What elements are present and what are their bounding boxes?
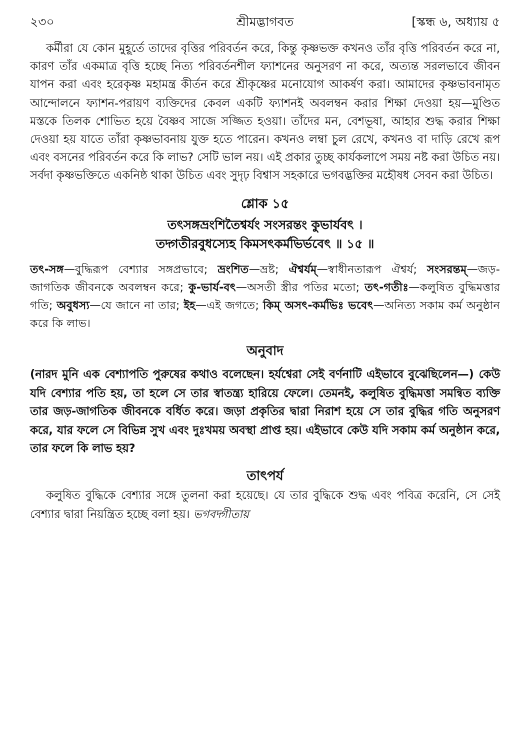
- synonym-meaning: —ভ্রষ্ট;: [248, 262, 289, 276]
- synonym-word: তৎ-সঙ্গ: [30, 262, 64, 276]
- page-header: [30, 14, 500, 34]
- synonym-meaning: —কলুষিত বুদ্ধিমত্তার গতি;: [30, 280, 500, 313]
- synonym-word: ভ্রংশিত: [217, 262, 249, 276]
- synonym-word: কিম্ অসৎ-কর্মভিঃ ভবেৎ: [262, 299, 374, 313]
- purport-text: কলুষিত বুদ্ধিকে বেশ্যার সঙ্গে তুলনা করা হয়েছে। যে তার বুদ্ধিকে শুদ্ধ এবং পবিত্র করেনি, সে সেই বেশ্যার দ্বারা নিয়ন্ত্রিত হচ্ছে বলা হয়।: [30, 489, 500, 521]
- purport-title: তাৎপর্য: [246, 469, 284, 485]
- book-page: [30, 14, 500, 524]
- synonym-word: তৎ-গতীঃ: [364, 280, 409, 294]
- synonym-meaning: —অসতী স্ত্রীর পতির মতো;: [235, 280, 365, 294]
- synonym-word: কু-ভার্য-বৎ: [188, 280, 236, 294]
- verse-line-1: তৎসঙ্গভ্রংশিতৈশ্বর্যং সংসরন্তং কুভার্যবৎ ।: [167, 216, 363, 232]
- running-title: শ্রীমদ্ভাগবত: [236, 14, 294, 29]
- synonym-meaning: —যে জানে না তার;: [89, 299, 184, 313]
- synonym-word: ইহ: [183, 299, 196, 313]
- verse-title: শ্লোক ১৫: [240, 196, 290, 212]
- synonym-word: ঐশ্বর্যম্: [288, 262, 317, 276]
- synonym-word: অবুধস্য: [56, 299, 90, 313]
- synonym-meaning: —স্বাধীনতারূপ ঐশ্বর্য;: [316, 262, 428, 276]
- purport-book-ref: ভগবদ্গীতায়: [193, 507, 250, 521]
- synonym-meaning: —জড়-জাগতিক জীবনকে অবলম্বন করে;: [30, 262, 500, 294]
- synonym-meaning: —এই জগতে;: [195, 299, 263, 313]
- synonym-word: সংসরন্তম্: [427, 262, 467, 276]
- translation-title: অনুবাদ: [246, 344, 284, 360]
- synonyms-paragraph: [30, 261, 500, 334]
- page-number: ২৩০: [30, 14, 55, 29]
- intro-paragraph: কর্মীরা যে কোন মুহূর্তে তাদের বৃত্তির পরিবর্তন করে, কিন্তু কৃষ্ণভক্ত কখনও তাঁর বৃত্তি পরিবর্তন করে না, কারণ তাঁর একমাত্র বৃত্তি হচ্ছে নিত্য পরিবর্তনশীল ফ্যাশনের অনুসরণ না করে, অত্যন্ত সরলভাবে জীবন যাপন করা এবং হরেকৃষ্ণ মহামন্ত্র কীর্তন করে শ্রীকৃষ্ণের মনোযোগ আকর্ষণ করা। আমাদের কৃষ্ণভাবনামৃত আন্দোলনে ফ্যাশন-পরায়ণ ব্যক্তিদের কেবল একটি ফ্যাশনই অবলম্বন করার শিক্ষা দেওয়া হয়—মুণ্ডিত মস্তকে তিলক শোভিত হয়ে বৈষ্ণব সাজে সজ্জিত হওয়া। তাঁদের মন, বেশভূষা, আহার শুদ্ধ করার শিক্ষা দেওয়া হয় যাতে তাঁরা কৃষ্ণভাবনায় যুক্ত হতে পারেন। কখনও লম্বা চুল রেখে, কখনও বা দাড়ি রেখে রূপ এবং বসনের পরিবর্তন করে কি লাভ? সেটি ভাল নয়। এই প্রকার তুচ্ছ কার্যকলাপে সময় নষ্ট করা উচিত নয়। সর্বদা কৃষ্ণভক্তিতে একনিষ্ঠ থাকা উচিত এবং সুদৃঢ় বিশ্বাস সহকারে ভগবদ্ভক্তির মহৌষধ সেবন করা উচিত।: [30, 42, 500, 183]
- synonym-meaning: —বুদ্ধিরূপ বেশ্যার সঙ্গপ্রভাবে;: [63, 262, 218, 276]
- verse-line-2: তদ্গতীরবুধস্যেহ কিমসৎকর্মভির্ভবেৎ ॥ ১৫ ॥: [155, 236, 375, 252]
- chapter-reference: [স্কন্ধ ৬, অধ্যায় ৫: [411, 14, 500, 29]
- synonym-meaning: —অনিত্য সকাম কর্ম অনুষ্ঠান করে কি লাভ।: [30, 299, 500, 331]
- purport-paragraph: [30, 487, 500, 523]
- translation-text: (নারদ মুনি এক বেশ্যাপতি পুরুষের কথাও বলেছেন। হর্যশ্বেরা সেই বর্ণনাটি এইভাবে বুঝেছিলেন—) কেউ যদি বেশ্যার পতি হয়, তা হলে সে তার স্বাতন্ত্র্য হারিয়ে ফেলে। তেমনই, কলুষিত বুদ্ধিমত্তা সমন্বিত ব্যক্তি তার জড়-জাগতিক জীবনকে বর্ধিত করে। জড়া প্রকৃতির দ্বারা নিরাশ হয়ে সে তার বুদ্ধির গতি অনুসরণ করে, যার ফলে সে বিভিন্ন সুখ এবং দুঃখময় অবস্থা প্রাপ্ত হয়। এইভাবে কেউ যদি সকাম কর্ম অনুষ্ঠান করে, তার ফলে কি লাভ হয়?: [30, 368, 500, 456]
